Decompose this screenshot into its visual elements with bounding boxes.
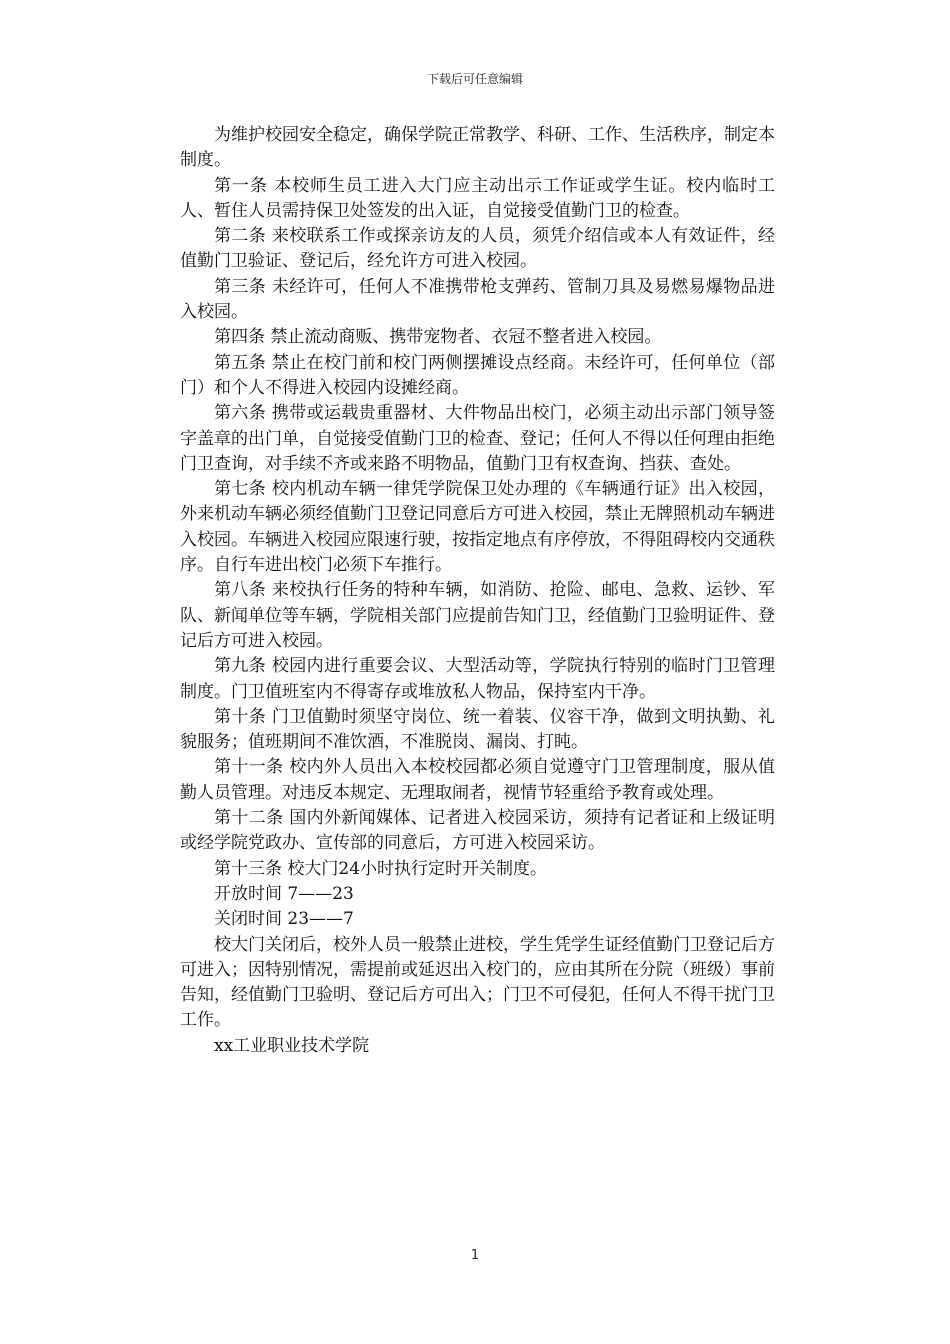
paragraph-article-4: 第四条 禁止流动商贩、携带宠物者、衣冠不整者进入校园。 <box>214 327 662 348</box>
paragraph-article-6: 第六条 携带或运载贵重器材、大件物品出校门，必须主动出示部门领导签字盖章的出门单，自觉接受值勤门卫的检查、登记；任何人不得以任何理由拒绝门卫查询，对手续不齐或来路不明物品，值勤门卫有权查询、挡获、查处。 <box>180 403 775 474</box>
paragraph-article-10: 第十条 门卫值勤时须坚守岗位、统一着装、仪容干净，做到文明执勤、礼貌服务；值班期间不准饮酒，不准脱岗、漏岗、打盹。 <box>180 706 775 753</box>
document-body <box>180 123 775 1059</box>
paragraph-article-5: 第五条 禁止在校门前和校门两侧摆摊设点经商。未经许可，任何单位（部门）和个人不得进入校园内设摊经商。 <box>180 352 775 398</box>
closing-hours: 关闭时间 23——7 <box>214 909 354 930</box>
paragraph-article-3: 第三条 未经许可，任何人不准携带枪支弹药、管制刀具及易燃易爆物品进入校园。 <box>180 276 775 323</box>
paragraph-article-2: 第二条 来校联系工作或探亲访友的人员，须凭介绍信或本人有效证件，经值勤门卫验证、登记后，经允许方可进入校园。 <box>180 226 775 272</box>
paragraph-article-13: 第十三条 校大门24小时执行定时开关制度。 <box>214 858 548 879</box>
paragraph-after-closing: 校大门关闭后，校外人员一般禁止进校，学生凭学生证经值勤门卫登记后方可进入；因特别情况，需提前或延迟出入校门的，应由其所在分院（班级）事前告知，经值勤门卫验明、登记后方可出入；门卫不可侵犯，任何人不得干扰门卫工作。 <box>180 934 775 1031</box>
paragraph-intro: 为维护校园安全稳定，确保学院正常教学、科研、工作、生活秩序，制定本制度。 <box>180 125 775 171</box>
page-header: 下载后可任意编辑 <box>426 72 523 86</box>
opening-hours: 开放时间 7——23 <box>214 883 354 904</box>
paragraph-article-8: 第八条 来校执行任务的特种车辆，如消防、抢险、邮电、急救、运钞、军队、新闻单位等车辆，学院相关部门应提前告知门卫，经值勤门卫验明证件、登记后方可进入校园。 <box>180 580 775 651</box>
paragraph-article-7: 第七条 校内机动车辆一律凭学院保卫处办理的《车辆通行证》出入校园，外来机动车辆必须经值勤门卫登记同意后方可进入校园，禁止无牌照机动车辆进入校园。车辆进入校园应限速行驶，按指定地点有序停放，不得阻碍校内交通秩序。自行车进出校门必须下车推行。 <box>180 479 775 576</box>
page-number: 1 <box>470 1248 480 1263</box>
paragraph-article-11: 第十一条 校内外人员出入本校校园都必须自觉遵守门卫管理制度，服从值勤人员管理。对违反本规定、无理取闹者，视情节轻重给予教育或处理。 <box>180 757 775 803</box>
signature-institution: xx工业职业技术学院 <box>214 1035 370 1056</box>
paragraph-article-1: 第一条 本校师生员工进入大门应主动出示工作证或学生证。校内临时工人、暂住人员需持保卫处签发的出入证，自觉接受值勤门卫的检查。 <box>180 175 775 221</box>
paragraph-article-12: 第十二条 国内外新闻媒体、记者进入校园采访，须持有记者证和上级证明或经学院党政办、宣传部的同意后，方可进入校园采访。 <box>180 808 775 854</box>
paragraph-article-9: 第九条 校园内进行重要会议、大型活动等，学院执行特别的临时门卫管理制度。门卫值班室内不得寄存或堆放私人物品，保持室内干净。 <box>180 656 775 702</box>
